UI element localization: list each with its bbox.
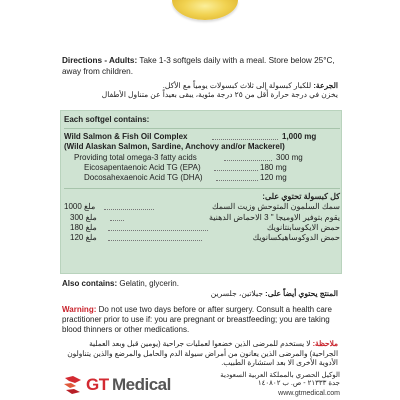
leader-dots [216, 174, 258, 181]
ingredient-row [64, 153, 340, 163]
ingredient-row-arabic [64, 202, 340, 212]
ingredient-value-arabic: 300 ملغ [70, 212, 97, 222]
leader-dots [224, 154, 272, 161]
footer [0, 372, 400, 400]
softgel-capsule-image [172, 0, 238, 20]
logo-text-gt: GT [86, 375, 109, 394]
panel-divider [64, 128, 340, 129]
ingredient-row [64, 173, 340, 183]
ingredient-label-arabic: يقوم بتوفير الاوميجا " 3 الاحماض الدهنية [208, 212, 340, 222]
panel-divider [64, 188, 340, 189]
ingredient-row-arabic [64, 233, 340, 243]
directions-ar-label: الجرعة: [313, 81, 338, 90]
directions-label: Directions - Adults: [62, 56, 138, 65]
ingredient-row-arabic [64, 213, 340, 223]
also-contains-label: Also contains: [62, 279, 118, 288]
agent-line-2: جدة ٢١٣٣٣ - ص. ب ١٤٠٨٠٢ [257, 380, 340, 388]
warning-text: Do not use two days before or after surgery. Consult a health care practitioner prior to use if: you are pregnant or breastfeeding; you are taking blood thinners or other medications. [62, 305, 332, 334]
directions-section [62, 56, 338, 77]
ingredient-label: Docosahexaenoic Acid TG (DHA) [84, 172, 203, 182]
supplement-facts-panel [60, 110, 342, 274]
ingredient-value: 1,000 mg [282, 132, 317, 142]
leader-dots [108, 224, 208, 231]
ingredient-label-arabic: حمض الدوكوساهيكسانويك [252, 232, 340, 242]
leader-dots [212, 133, 278, 140]
directions-ar-line2: يخزن في درجة حرارة أقل من ٢٥ درجة مئوية، يبقى بعيداً عن متناول الأطفال [101, 90, 338, 100]
leader-dots [110, 214, 124, 221]
also-contains-arabic [62, 289, 338, 299]
product-image [0, 0, 400, 56]
logo-text-medical: Medical [112, 375, 171, 394]
leader-dots [108, 234, 202, 241]
directions-ar-line1: للكبار كبسولة إلى ثلاث كبسولات يومياً مع الأكل. [162, 81, 312, 90]
leader-dots [214, 164, 258, 171]
ingredient-value-arabic: 120 ملغ [70, 232, 97, 242]
ingredient-value: 300 mg [276, 152, 303, 162]
ingredient-value: 120 mg [260, 172, 287, 182]
warning-label: Warning: [62, 305, 97, 314]
ingredient-row [64, 132, 340, 142]
ingredient-value: 180 mg [260, 162, 287, 172]
agent-info [190, 372, 340, 389]
ingredient-label: Wild Salmon & Fish Oil Complex [64, 132, 188, 142]
warning-arabic [62, 339, 338, 368]
ingredient-row [64, 163, 340, 173]
also-contains-ar-text: جيلاتين، جلسرين [210, 289, 264, 298]
warning-ar-text: لا يستخدم للمرضى الذين خضعوا لعمليات جراحية (يومين قبل وبعد العملية الجراحية) والمرضى الذين يعانون من أمراض سيولة الدم والحامل والمرضع والذين يتناولون الأدوية الأخرى الا بعد استشارة الطبيب. [67, 339, 338, 368]
ingredient-label-arabic: حمض الايكوسابنتانويك [266, 222, 340, 232]
ingredient-label: Providing total omega-3 fatty acids [74, 152, 197, 162]
leader-dots [104, 203, 154, 210]
website-link[interactable]: www.gtmedical.com [278, 390, 340, 397]
ingredient-row-arabic [64, 223, 340, 233]
ingredient-label-arabic: سمك السلمون المتوحش وزيت السمك [212, 202, 340, 212]
panel-heading-arabic: كل كبسولة تحتوي على: [262, 192, 340, 202]
warning-ar-label: ملاحظة: [312, 339, 338, 348]
also-contains-text: Gelatin, glycerin. [119, 279, 179, 288]
also-contains [62, 279, 338, 289]
agent-line-1: الوكيل الحصري بالمملكة العربية السعودية [220, 372, 340, 379]
panel-heading: Each softgel contains: [64, 115, 150, 124]
gt-logo-mark-icon [62, 374, 84, 396]
ingredient-label: (Wild Alaskan Salmon, Sardine, Anchovy and/or Mackerel) [64, 142, 285, 152]
warning-section [62, 305, 338, 335]
directions-text: Take 1-3 softgels daily with a meal. Store below 25°C, away from children. [62, 56, 335, 76]
directions-arabic [62, 81, 338, 100]
ingredient-value-arabic: 180 ملغ [70, 222, 97, 232]
also-contains-ar-label: المنتج يحتوي أيضاً على: [265, 289, 338, 298]
ingredient-row [64, 142, 340, 152]
ingredient-label: Eicosapentaenoic Acid TG (EPA) [84, 162, 201, 172]
gt-medical-logo [62, 374, 182, 398]
ingredient-value-arabic: 1000 ملغ [64, 202, 96, 212]
